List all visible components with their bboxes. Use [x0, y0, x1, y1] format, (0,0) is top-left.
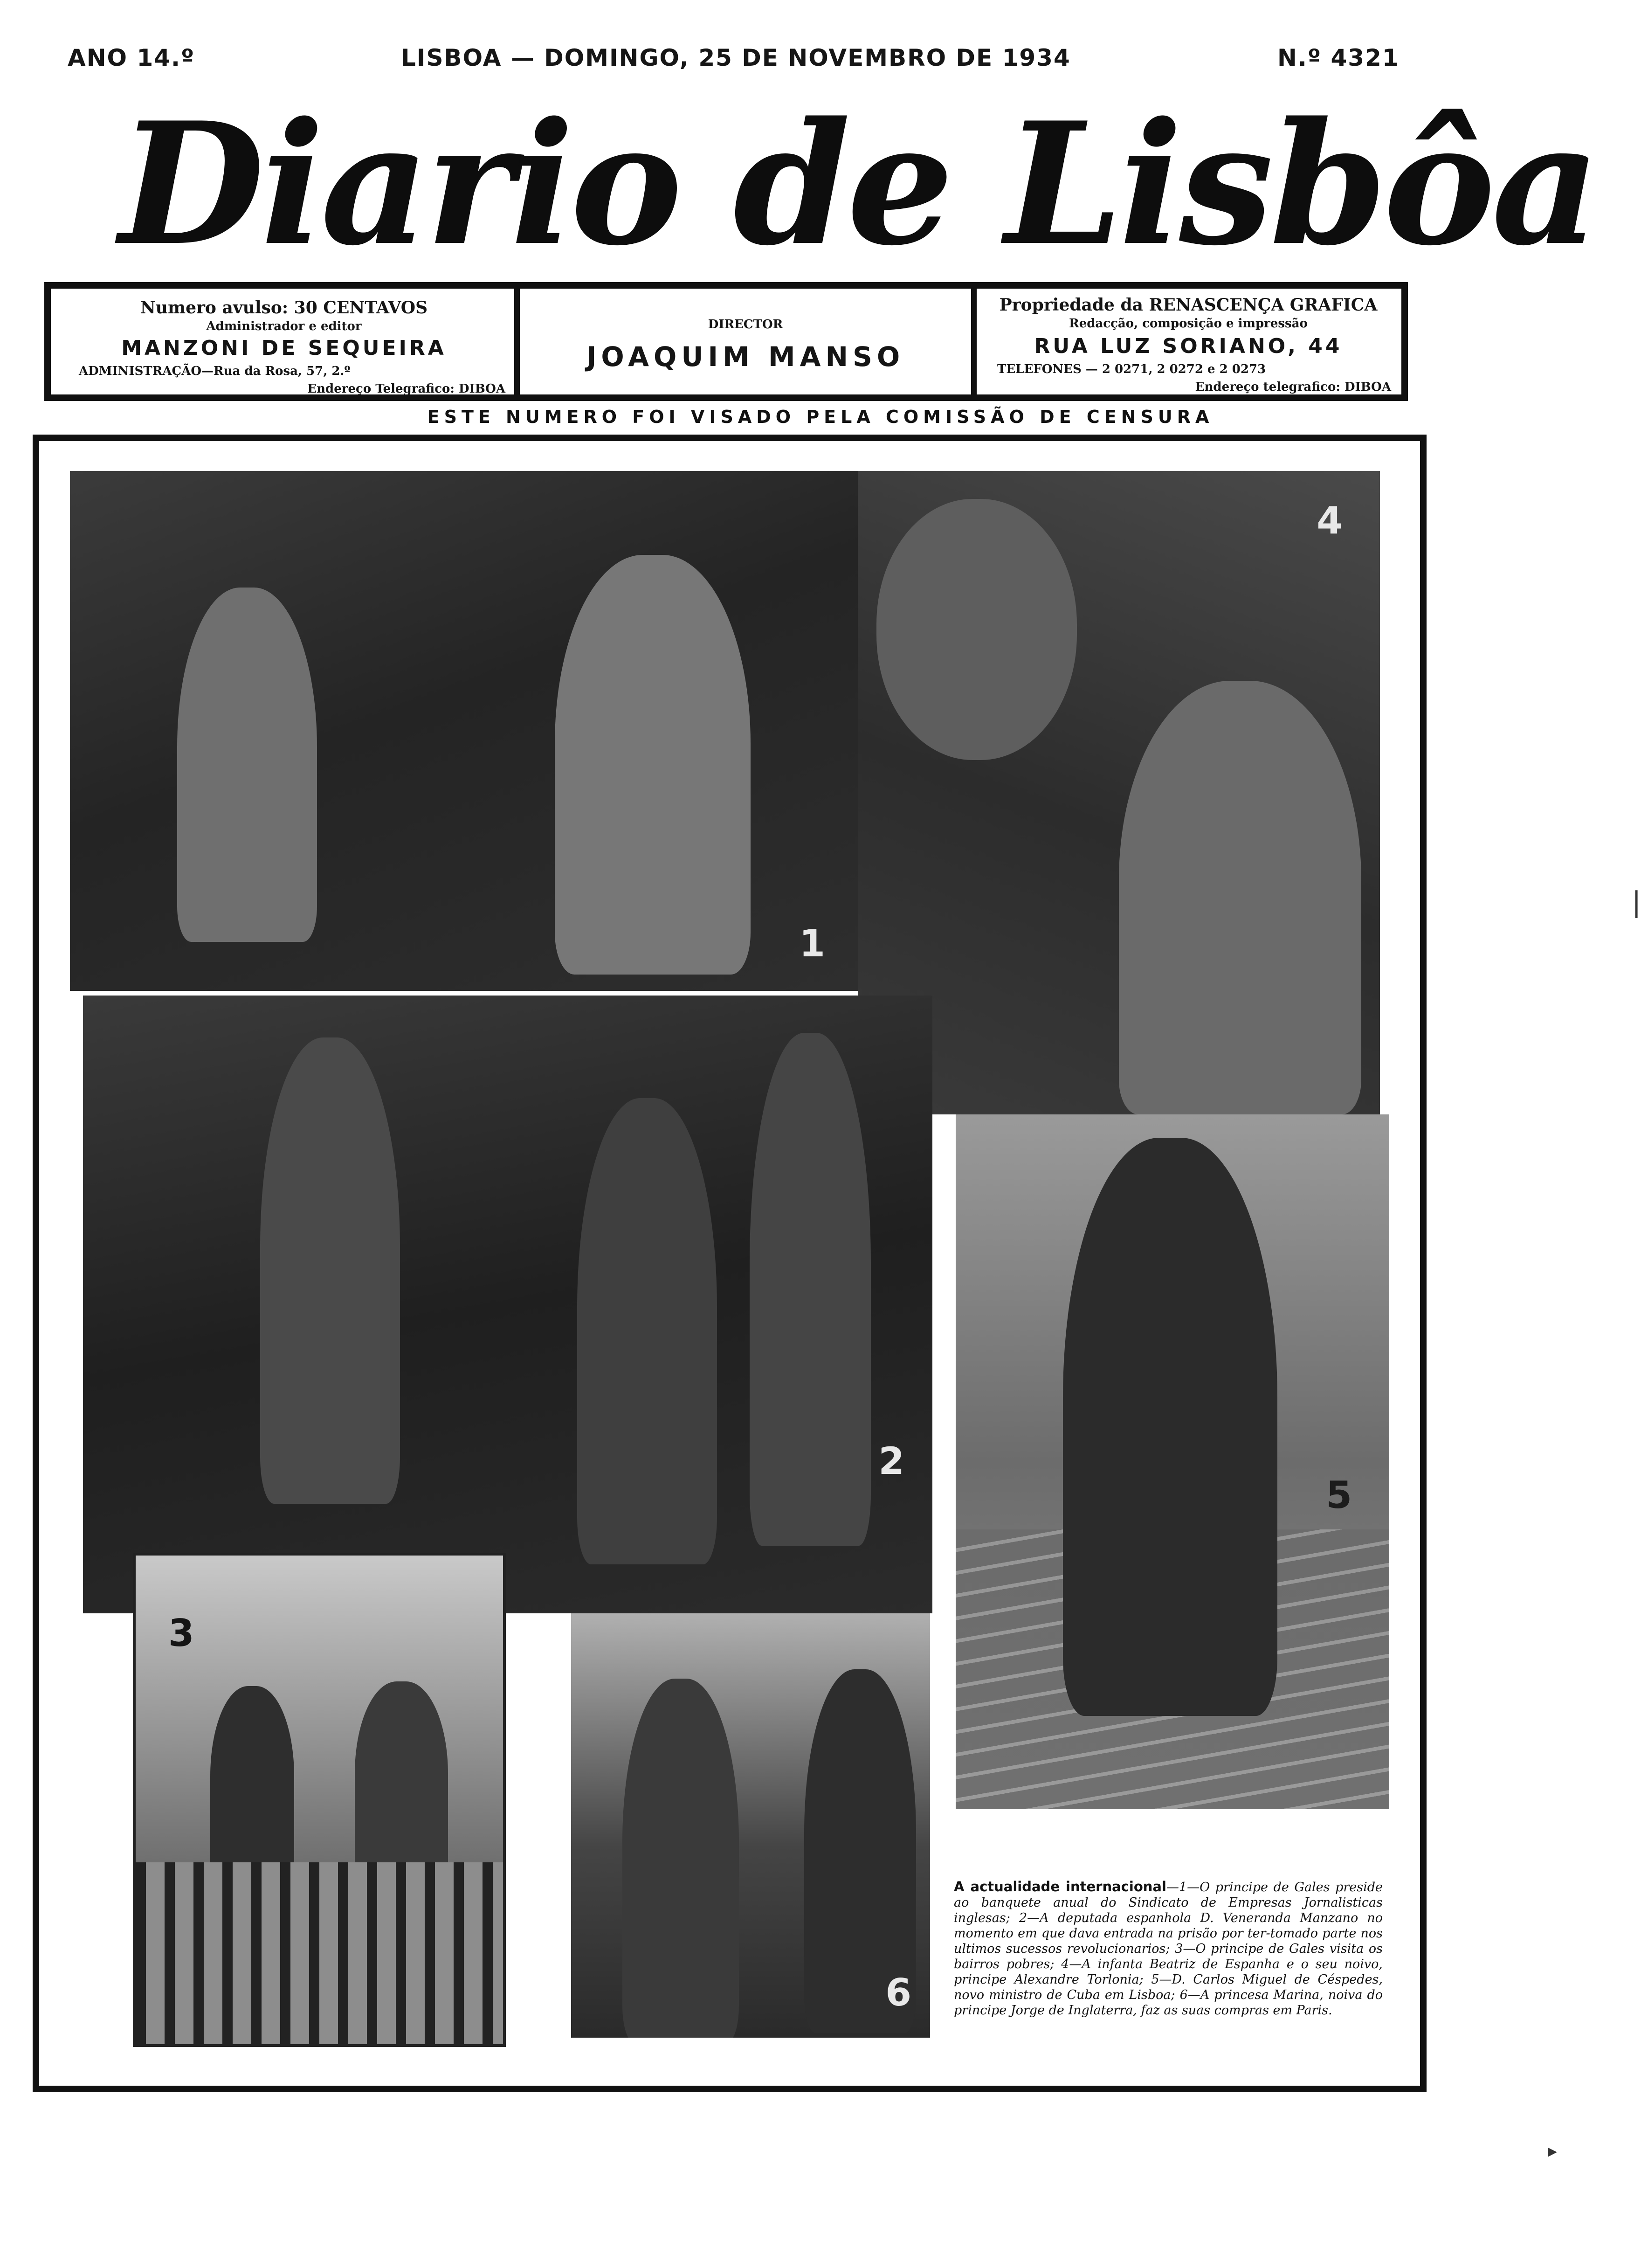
price-text: Numero avulso: 30 CENTAVOS: [140, 298, 428, 318]
admin-address-text: ADMINISTRAÇÃO—Rua da Rosa, 57, 2.º: [79, 364, 351, 378]
photo-number-label: 4: [1317, 499, 1343, 542]
photo-cespedes: [956, 1114, 1389, 1809]
admin-name-text: MANZONI DE SEQUEIRA: [121, 336, 447, 360]
info-right-column: [974, 289, 1403, 394]
photo-prince-banquet: [70, 471, 858, 991]
dateline: LISBOA — DOMINGO, 25 DE NOVEMBRO DE 1934: [401, 44, 1071, 71]
issue-number: N.º 4321: [1277, 44, 1400, 71]
right-telegraph-text: Endereço telegrafico: DIBOA: [1195, 380, 1391, 394]
services-text: Redacção, composição e impressão: [1069, 317, 1308, 331]
photo-number-label: 3: [168, 1611, 194, 1655]
director-role-text: DIRECTOR: [708, 318, 783, 332]
admin-telegraph-text: Endereço Telegrafico: DIBOA: [307, 382, 505, 396]
admin-role-text: Administrador e editor: [206, 319, 362, 333]
figure-silhouette: [622, 1679, 739, 2038]
photo-princess-marina: [571, 1613, 930, 2038]
fence: [136, 1862, 503, 2044]
figure-silhouette: [355, 1681, 448, 1887]
figure-silhouette: [750, 1033, 871, 1546]
address-text: RUA LUZ SORIANO, 44: [1034, 334, 1343, 358]
phones-text: TELEFONES — 2 0271, 2 0272 e 2 0273: [997, 362, 1266, 376]
figure-silhouette: [210, 1686, 294, 1887]
photo-number-label: 2: [878, 1439, 904, 1483]
photo-deputy-prison: [83, 996, 932, 1613]
figure-silhouette: [1063, 1138, 1277, 1716]
figure-silhouette: [260, 1037, 400, 1504]
caption-lead: A actualidade internacional: [954, 1879, 1166, 1895]
figure-silhouette: [555, 555, 751, 975]
photo-infanta-beatriz: [858, 471, 1380, 1114]
masthead-title: Diario de Lisbôa: [119, 85, 1597, 283]
portrait-silhouette: [876, 499, 1077, 760]
photo-prince-poor-quarters: [133, 1553, 506, 2047]
info-center-column: [517, 289, 974, 394]
photo-number-label: 1: [799, 922, 825, 965]
director-name-text: JOAQUIM MANSO: [586, 341, 905, 373]
figure-silhouette: [177, 588, 317, 942]
photo-caption: [954, 1879, 1383, 2018]
portrait-silhouette: [1119, 681, 1361, 1114]
caption-text: —1—O principe de Gales preside ao banquete anual do Sindicato de Empresas Jornalisticas inglesas; 2—A deputada espanhola D. Veneranda Manzano no momento em que dava entrada na prisão por ter-tomado parte nos ultimos sucessos revolucionarios; 3—O principe de Gales visita os bairros pobres; 4—A infanta Beatriz de Espanha e o seu noivo, principe Alexandre Torlonia; 5—D. Carlos Miguel de Céspedes, novo ministro de Cuba em Lisboa; 6—A princesa Marina, noiva do principe Jorge de Inglaterra, faz as suas compras em Paris.: [954, 1880, 1383, 2018]
info-left-column: [51, 289, 517, 394]
photo-number-label: 5: [1326, 1473, 1352, 1517]
figure-silhouette: [577, 1098, 717, 1564]
owner-text: Propriedade da RENASCENÇA GRAFICA: [999, 295, 1378, 315]
scan-mark: |: [1632, 886, 1641, 919]
publication-info-box: [44, 282, 1408, 401]
photo-number-label: 6: [885, 1971, 911, 2014]
scan-mark: ▸: [1548, 2140, 1558, 2162]
year-label: ANO 14.º: [68, 44, 195, 71]
censorship-notice: ESTE NUMERO FOI VISADO PELA COMISSÃO DE CENSURA: [427, 407, 1214, 427]
